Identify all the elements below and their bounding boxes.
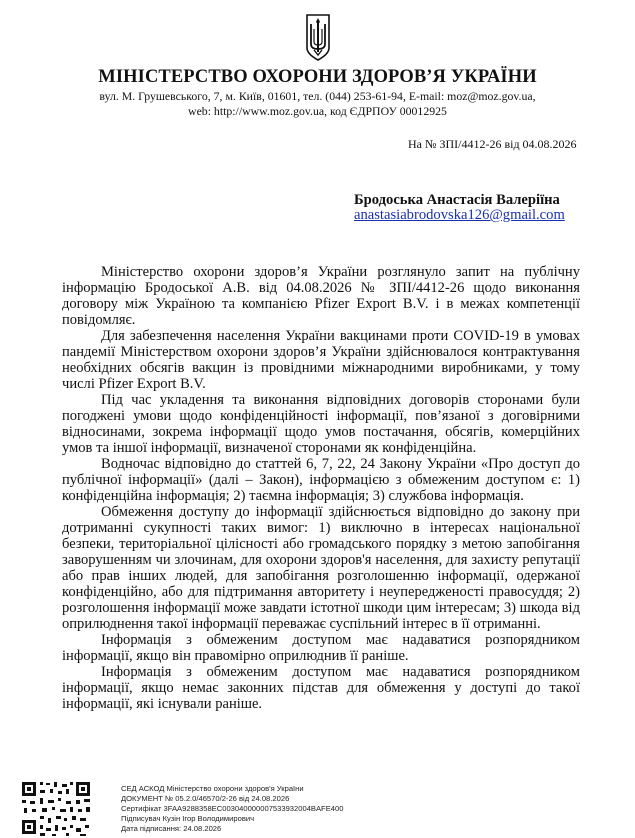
body-paragraph: Обмеження доступу до інформації здійснюється відповідно до закону при дотриманні сукупності таких вимог: 1) виключно в інтересах національної безпеки, територіальної цілісності або громадського порядку з метою запобігання заворушенням чи злочинам, для охорони здоров'я населення, для захисту репутації або прав інших людей, для запобігання розголошенню інформації, одержаної конфіденційно, або для підтримання авторитету і неупередженості правосуддя; 2) розголошення інформації може завдати істотної шкоди цим інтересам; 3) шкода від оприлюднення такої інформації переважає суспільний інтерес в її отриманні. (62, 504, 580, 632)
trident-emblem-icon (304, 12, 332, 62)
stamp-line: Сертифікат 3FAA9288358EC003040000007533932004BAFE400 (121, 804, 344, 813)
body-paragraph: Інформація з обмеженим доступом має надаватися розпорядником інформації, якщо немає законних підстав для обмеження у доступі до такої інформації, які існували раніше. (62, 664, 580, 712)
address-line: вул. М. Грушевського, 7, м. Київ, 01601, тел. (044) 253-61-94, E-mail: moz@moz.gov.ua, (99, 89, 536, 103)
body-paragraph: Міністерство охорони здоров’я України розглянуло запит на публічну інформацію Бродоської А.В. від 04.08.2026 № ЗПІ/4412-26 щодо виконання договору між Україною та компанією Pfizer Export B.V. і в межах компетенції повідомляє. (62, 264, 580, 328)
body-paragraph: Для забезпечення населення України вакцинами проти COVID-19 в умовах пандемії Міністерством охорони здоров’я України здійснювалося контрактування необхідних обсягів вакцин із провідними міжнародними виробниками, у тому числі Pfizer Export B.V. (62, 328, 580, 392)
ministry-title: МІНІСТЕРСТВО ОХОРОНИ ЗДОРОВ’Я УКРАЇНИ (98, 67, 537, 87)
recipient-email-link[interactable]: anastasiabrodovska126@gmail.com (354, 207, 565, 223)
address-line: web: http://www.moz.gov.ua, код ЄДРПОУ 00012925 (188, 104, 447, 118)
body-paragraph: Під час укладення та виконання відповідних договорів сторонами були погоджені умови щодо конфіденційності інформації, пов’язаної з договірними відносинами, зокрема інформації щодо умов постачання, обсягів, комерційних умов та іншої інформації, визначеної сторонами як конфіденційна. (62, 392, 580, 456)
stamp-line: Підписувач Кузін Ігор Володимирович (121, 814, 255, 823)
recipient-name: Бродоська Анастасія Валеріїна (354, 192, 560, 208)
letter-body (62, 264, 580, 712)
ministry-address (0, 89, 635, 119)
e-signature-stamp (121, 784, 343, 834)
stamp-line: СЕД АСКОД Міністерство охорони здоров'я України (121, 784, 304, 793)
reference-number: На № ЗПІ/4412-26 від 04.08.2026 (408, 137, 577, 151)
body-paragraph: Водночас відповідно до статтей 6, 7, 22, 24 Закону України «Про доступ до публічної інформації» (далі – Закон), інформацією з обмеженим доступом є: 1) конфіденційна інформація; 2) таємна інформація; 3) службова інформація. (62, 456, 580, 504)
stamp-line: ДОКУМЕНТ № 05.2.0/46570/2-26 від 24.08.2026 (121, 794, 290, 803)
body-paragraph: Інформація з обмеженим доступом має надаватися розпорядником інформації, якщо він правомірно оприлюднив її раніше. (62, 632, 580, 664)
qr-code-icon (10, 778, 102, 838)
stamp-line: Дата підписання: 24.08.2026 (121, 824, 222, 833)
